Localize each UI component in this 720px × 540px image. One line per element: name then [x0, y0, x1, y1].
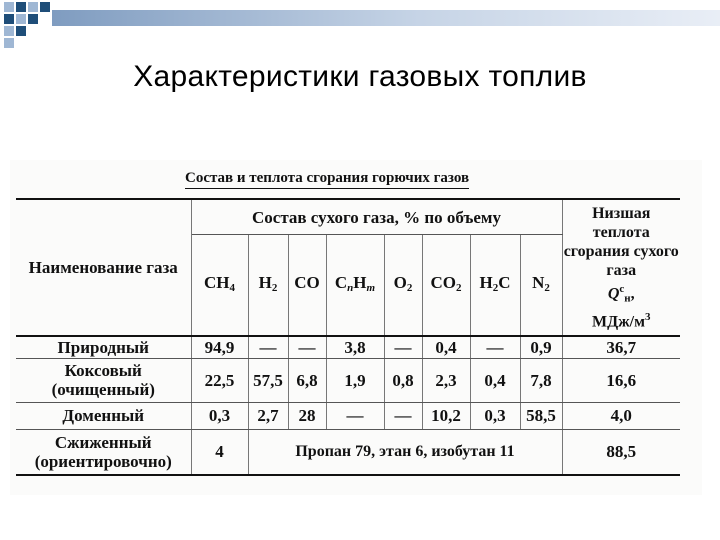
header-component-n2: $N_2$: [520, 235, 562, 337]
cell-co2: 10,2: [422, 402, 470, 429]
header-gas-name: Наименование газа: [16, 199, 191, 336]
row-gas-name: Доменный: [16, 402, 191, 429]
gas-composition-table: [16, 198, 680, 476]
decor-square: [28, 14, 38, 24]
cell-heat: 36,7: [562, 336, 680, 358]
row-gas-name: Природный: [16, 336, 191, 358]
cell-n2: 0,9: [520, 336, 562, 358]
cell-heat: 4,0: [562, 402, 680, 429]
cell-n2: 58,5: [520, 402, 562, 429]
header-component-h2c: $H_2C$: [470, 235, 520, 337]
cell-cnhm: 3,8: [326, 336, 384, 358]
cell-co: —: [288, 336, 326, 358]
cell-o2: 0,8: [384, 358, 422, 402]
cell-o2: —: [384, 336, 422, 358]
row-gas-name: Сжиженный (ориентировочно): [16, 429, 191, 475]
cell-h2: 2,7: [248, 402, 288, 429]
decor-square: [16, 2, 26, 12]
cell-heat: 88,5: [562, 429, 680, 475]
cell-o2: —: [384, 402, 422, 429]
header-heat-symbol: Q: [607, 285, 620, 302]
header-gradient-bar: [52, 10, 720, 26]
cell-ch4: 94,9: [191, 336, 248, 358]
cell-h2: 57,5: [248, 358, 288, 402]
cell-merged-composition: Пропан 79, этан 6, изобутан 11: [248, 429, 562, 475]
table-row: [16, 429, 680, 475]
cell-co: 6,8: [288, 358, 326, 402]
cell-n2: 7,8: [520, 358, 562, 402]
table-row: [16, 358, 680, 402]
header-component-co2: $CO_2$: [422, 235, 470, 337]
cell-cnhm: —: [326, 402, 384, 429]
cell-heat: 16,6: [562, 358, 680, 402]
header-component-o2: $O_2$: [384, 235, 422, 337]
cell-h2c: 0,4: [470, 358, 520, 402]
decor-square: [4, 14, 14, 24]
cell-cnhm: 1,9: [326, 358, 384, 402]
header-component-co: CO: [288, 235, 326, 337]
header-heat-value: Низшая теплота сгорания сухого газа $Q^с_н$, МДж/$м^3$: [562, 199, 680, 336]
header-composition-group: Состав сухого газа, % по объему: [191, 199, 562, 235]
header-heat-unit: МДж/м: [591, 313, 646, 331]
cell-ch4: 4: [191, 429, 248, 475]
table-row: [16, 336, 680, 358]
cell-ch4: 0,3: [191, 402, 248, 429]
slide-title: Характеристики газовых топлив: [133, 60, 587, 93]
decor-square: [4, 38, 14, 48]
decor-square: [16, 26, 26, 36]
decor-square: [28, 2, 38, 12]
cell-ch4: 22,5: [191, 358, 248, 402]
decor-square: [4, 2, 14, 12]
decor-square: [4, 26, 14, 36]
header-component-h2: $H_2$: [248, 235, 288, 337]
row-gas-name: Коксовый (очищенный): [16, 358, 191, 402]
decor-square: [16, 14, 26, 24]
cell-h2c: —: [470, 336, 520, 358]
table-row: [16, 402, 680, 429]
header-component-cnhm: $C_nH_m$: [326, 235, 384, 337]
cell-h2: —: [248, 336, 288, 358]
cell-co: 28: [288, 402, 326, 429]
cell-h2c: 0,3: [470, 402, 520, 429]
cell-co2: 2,3: [422, 358, 470, 402]
decor-square: [40, 2, 50, 12]
table-caption: Состав и теплота сгорания горючих газов: [185, 170, 469, 189]
cell-co2: 0,4: [422, 336, 470, 358]
header-component-ch4: $CH_4$: [191, 235, 248, 337]
header-heat-text: Низшая теплота сгорания сухого газа: [563, 204, 679, 279]
